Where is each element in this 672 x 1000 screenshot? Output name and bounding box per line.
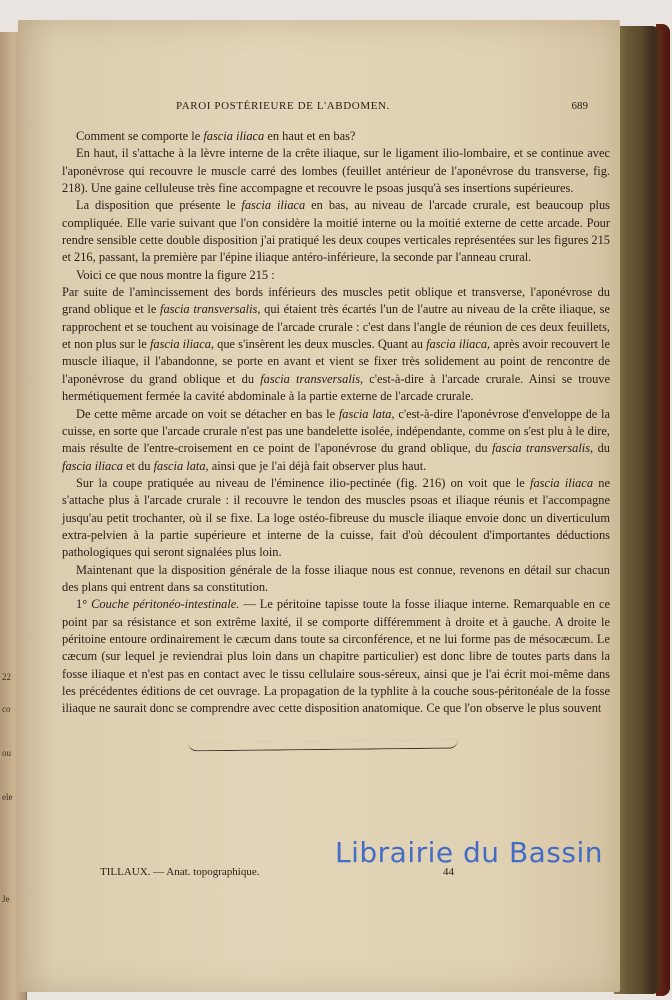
margin-fragment: ele	[2, 792, 13, 802]
text-run: qui étaient très écartés l'un de l'autre au niveau de la crête iliaque, se rapprochent et se touchent au voisinage de l'arcade crurale : c'est dans l'angle de réunion de ces deux feuillets, et non plus sur le	[62, 302, 611, 352]
header-title: PAROI POSTÉRIEURE DE L'ABDOMEN.	[176, 100, 390, 112]
text-run: Sur la coupe pratiquée au niveau de l'éminence ilio-pectinée (fig. 216) on voit que le	[76, 475, 531, 490]
text-run: Comment se comporte le	[76, 129, 204, 143]
italic-term: fascia iliaca	[62, 458, 123, 473]
italic-term: fascia transversalis,	[491, 441, 594, 456]
text-run: c'est-à-dire à l'arcade crurale. Ainsi se trouve hermétiquement fermée la cavité abdominale à la partie externe de l'arcade crurale.	[62, 371, 610, 404]
text-run: en haut et en bas?	[264, 129, 356, 143]
margin-fragment: 22	[2, 672, 11, 682]
sheet-number: 44	[443, 866, 454, 878]
paragraph	[62, 596, 610, 717]
watermark-text: Librairie du Bassin	[335, 836, 604, 869]
margin-fragment: co	[2, 704, 11, 714]
paragraph	[62, 145, 610, 197]
italic-term: fascia transversalis,	[160, 302, 261, 317]
running-header	[176, 100, 610, 112]
paragraph	[62, 197, 610, 266]
italic-term: fascia transversalis,	[260, 371, 364, 386]
paragraph	[62, 128, 610, 145]
italic-term: fascia iliaca	[241, 198, 306, 213]
paragraph	[62, 406, 610, 475]
italic-term: fascia iliaca	[530, 475, 594, 490]
paragraph	[62, 475, 610, 562]
text-run: 1°	[76, 597, 92, 612]
italic-term: fascia iliaca	[203, 129, 265, 143]
text-run: après avoir recouvert le muscle iliaque, il l'abandonne, se porte en avant et vient se fixer très solidement au point de rencontre de l'aponévrose du grand oblique et du	[62, 337, 610, 386]
text-run: Voici ce que nous montre la figure 215 :	[76, 267, 275, 282]
text-run: ne s'attache plus à l'arcade crurale : il recouvre le tendon des muscles psoas et iliaque réunis et l'accompagne jusqu'au petit trochanter, où il se fixe. La loge ostéo-fibreuse du muscle iliaque envoie donc un diverticulum extra-pelvien à la partie supérieure et interne de la cuisse, fait d'où découlent d'importantes déductions pathologiques qui seront signalées plus loin.	[62, 475, 611, 560]
text-run: Maintenant que la disposition générale de la fosse iliaque nous est connue, revenons en détail sur chacun des plans qui entrent dans sa constitution.	[62, 562, 610, 594]
margin-fragment: ou	[2, 748, 11, 758]
text-run: Par suite de l'amincissement des bords inférieurs des muscles petit oblique et transverse, l'aponévrose du grand oblique et le	[62, 285, 610, 317]
paragraph	[62, 284, 610, 405]
italic-term: fascia iliaca,	[149, 337, 214, 352]
text-run: ainsi que je l'ai déjà fait observer plus haut.	[208, 458, 427, 473]
text-run: — Le péritoine tapisse toute la fosse iliaque interne. Remarquable en ce point par sa résistance et son extrême laxité, il se comporte différemment à droite et à gauche. A droite le péritoine entoure ordinairement le cæcum dans toute sa circonférence, et ne lui forme pas de mésocæcum. Le cæcum (sur lequel je reviendrai plus loin dans un chapitre particulier) est donc libre de toutes parts dans la fosse iliaque et n'est pas en contact avec le tissu cellulaire sous-séreux, ainsi que je l'ai écrit moi-même dans les précédentes éditions de cet ouvrage. La propagation de la typhlite à la couche sous-péritonéale de la fosse iliaque ne saurait donc se comprendre avec cette disposition anatomique. Ce que l'on observe le plus souvent	[62, 597, 610, 716]
italic-term: fascia iliaca,	[426, 337, 491, 352]
text-run: du	[593, 441, 610, 456]
text-run: En haut, il s'attache à la lèvre interne de la crête iliaque, sur le ligament ilio-lombaire, et se continue avec l'aponévrose qui recouvre le muscle carré des lombes (feuillet antérieur de l'aponévrose du transverse, fig. 218). Une gaine celluleuse très fine accompagne et recouvre le psoas jusqu'à ses insertions supérieures.	[62, 146, 610, 196]
text-run: La disposition que présente le	[76, 198, 242, 213]
paragraph	[62, 562, 610, 597]
italic-term: fascia lata,	[153, 458, 209, 473]
italic-term: fascia lata,	[338, 406, 395, 421]
text-run: que s'insèrent les deux muscles. Quant au	[214, 337, 427, 352]
text-run: De cette même arcade on voit se détacher en bas le	[76, 406, 339, 421]
body-text	[62, 128, 610, 718]
text-run: et du	[122, 458, 154, 473]
margin-fragment: Je	[2, 894, 10, 904]
paragraph	[62, 267, 610, 284]
text-run: en bas, au niveau de l'arcade crurale, est beaucoup plus compliquée. Elle varie suivant que l'on considère la moitié interne ou la moitié externe de cette arcade. Pour rendre sensible cette double disposition j'ai pratiqué les deux coupes verticales représentées sur les figures 215 et 216, passant, la première par l'épine iliaque antéro-inférieure, la seconde par l'anneau crural.	[62, 198, 610, 265]
page-number: 689	[571, 100, 588, 112]
text-run: c'est-à-dire l'aponévrose d'enveloppe de la cuisse, en sorte que l'arcade crurale n'est pas une bandelette isolée, indépendante, comme on s'est plu à le dire, mais résulte de l'entre-croisement en ce point de l'aponévrose du grand oblique, du	[62, 406, 610, 456]
page-block-edge	[614, 26, 662, 994]
footer-signature: TILLAUX. — Anat. topographique.	[100, 866, 260, 878]
italic-term: Couche péritonéo-intestinale.	[91, 597, 240, 612]
